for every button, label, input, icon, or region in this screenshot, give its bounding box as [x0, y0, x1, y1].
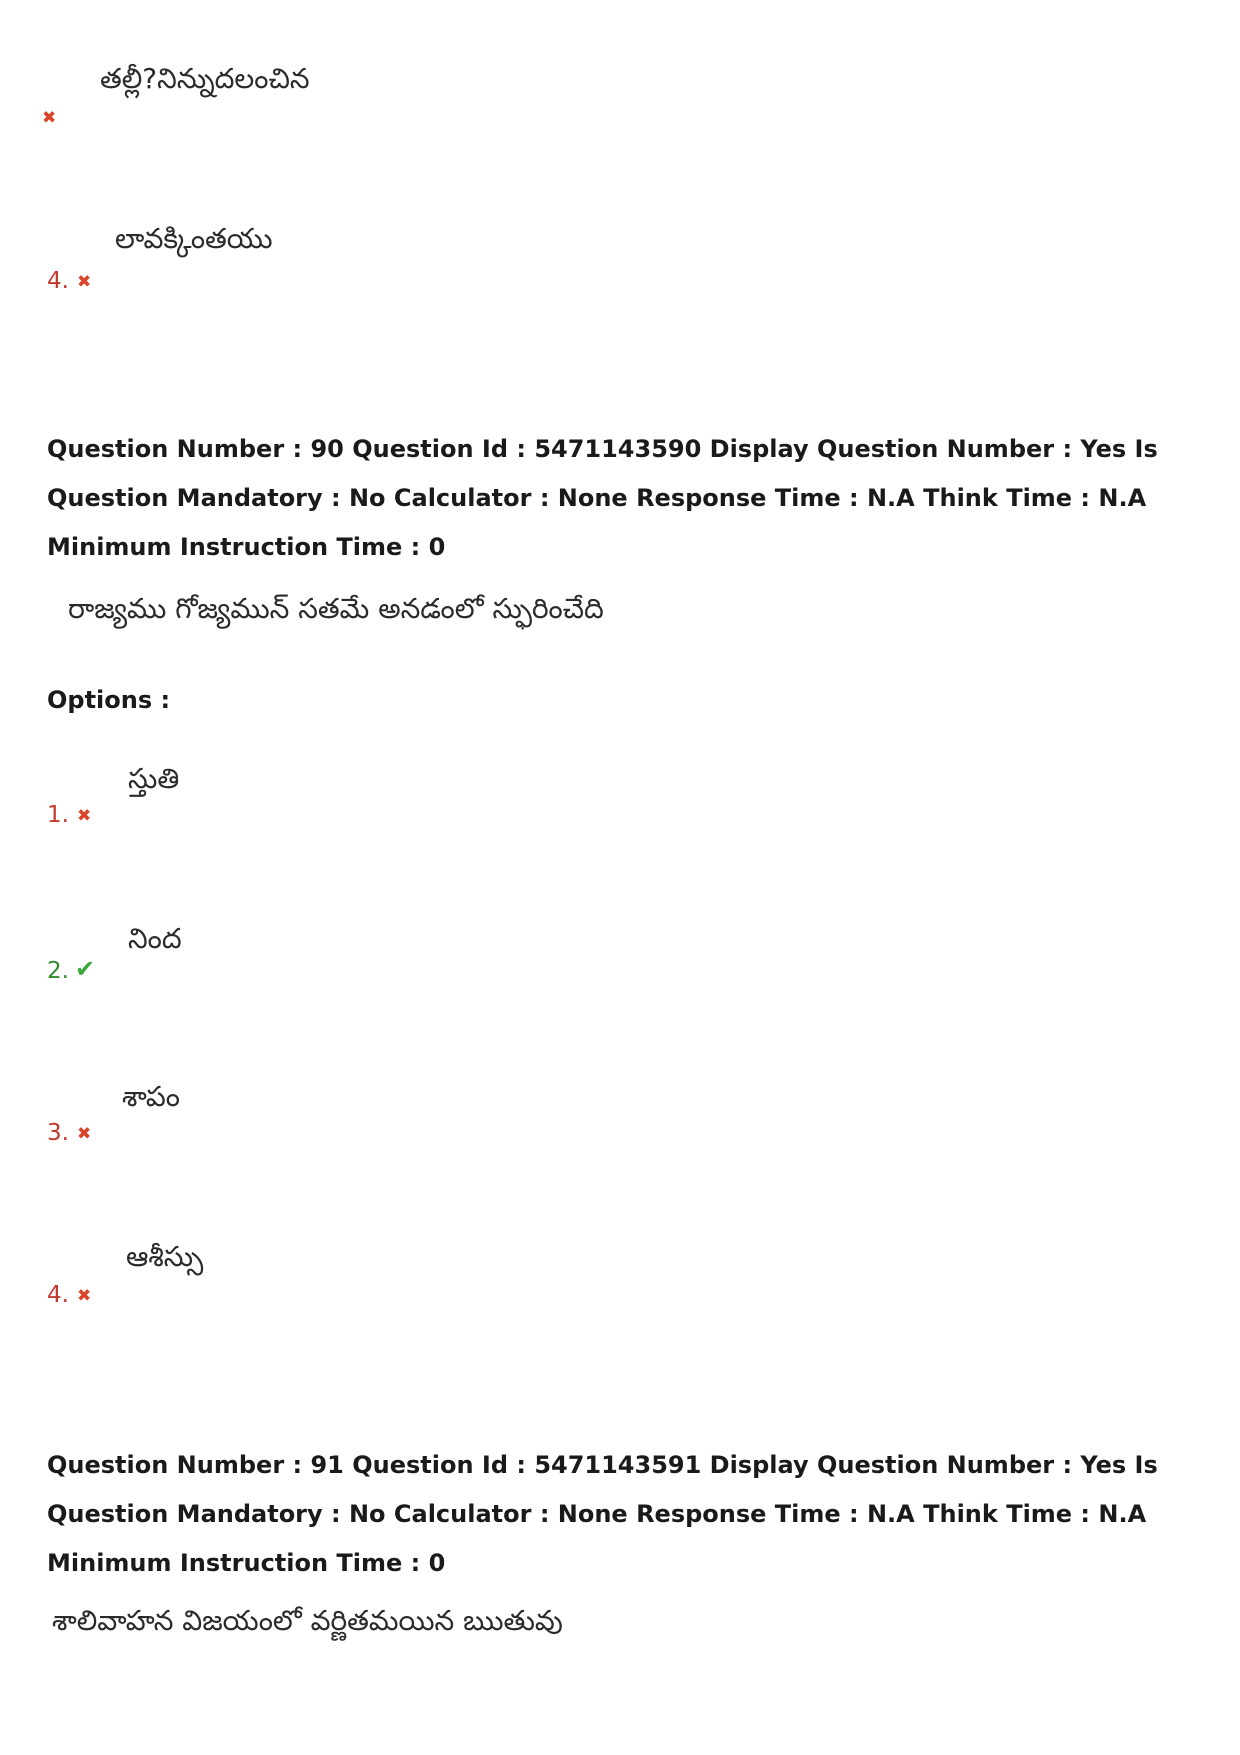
cross-icon: ✖: [76, 1286, 92, 1306]
cross-icon: ✖: [76, 806, 92, 826]
option-number-label: 4.: [47, 1282, 69, 1308]
cross-icon: ✖: [42, 108, 57, 128]
cross-icon: ✖: [76, 1124, 92, 1144]
option-text: ఆశీస్సు: [126, 1240, 204, 1273]
option-text: స్తుతి: [128, 762, 180, 795]
option-number: [47, 1120, 91, 1146]
option-text: తల్లీ?నిన్నుదలంచిన: [100, 62, 310, 95]
option-text: శాపం: [122, 1080, 180, 1113]
check-icon: ✔: [74, 955, 96, 983]
options-label: Options :: [47, 686, 171, 714]
question-text: రాజ్యము గోజ్యమున్ సతమే అనడంలో స్ఫురించేది: [68, 592, 604, 625]
option-number: [47, 955, 95, 984]
option-text: లావక్కింతయు: [115, 222, 273, 255]
option-number: [47, 1282, 91, 1308]
option-number-label: 3.: [47, 1120, 69, 1146]
question-meta: Question Number : 90 Question Id : 5471143590 Display Question Number : Yes Is Question Mandatory : No Calculator : None Response Time : N.A Think Time : N.A Minimum Instruction Time : 0: [47, 435, 1158, 561]
question-text: శాలివాహన విజయంలో వర్ణితమయిన ఋతువు: [52, 1604, 563, 1637]
option-number-label: 2.: [47, 958, 69, 984]
option-number: [47, 802, 91, 828]
option-number-label: 4.: [47, 268, 69, 294]
cross-icon: ✖: [76, 272, 92, 292]
question-meta: Question Number : 91 Question Id : 5471143591 Display Question Number : Yes Is Question Mandatory : No Calculator : None Response Time : N.A Think Time : N.A Minimum Instruction Time : 0: [47, 1451, 1158, 1577]
option-number: [47, 268, 91, 294]
option-text: నింద: [128, 922, 182, 955]
option-number-label: 1.: [47, 802, 69, 828]
